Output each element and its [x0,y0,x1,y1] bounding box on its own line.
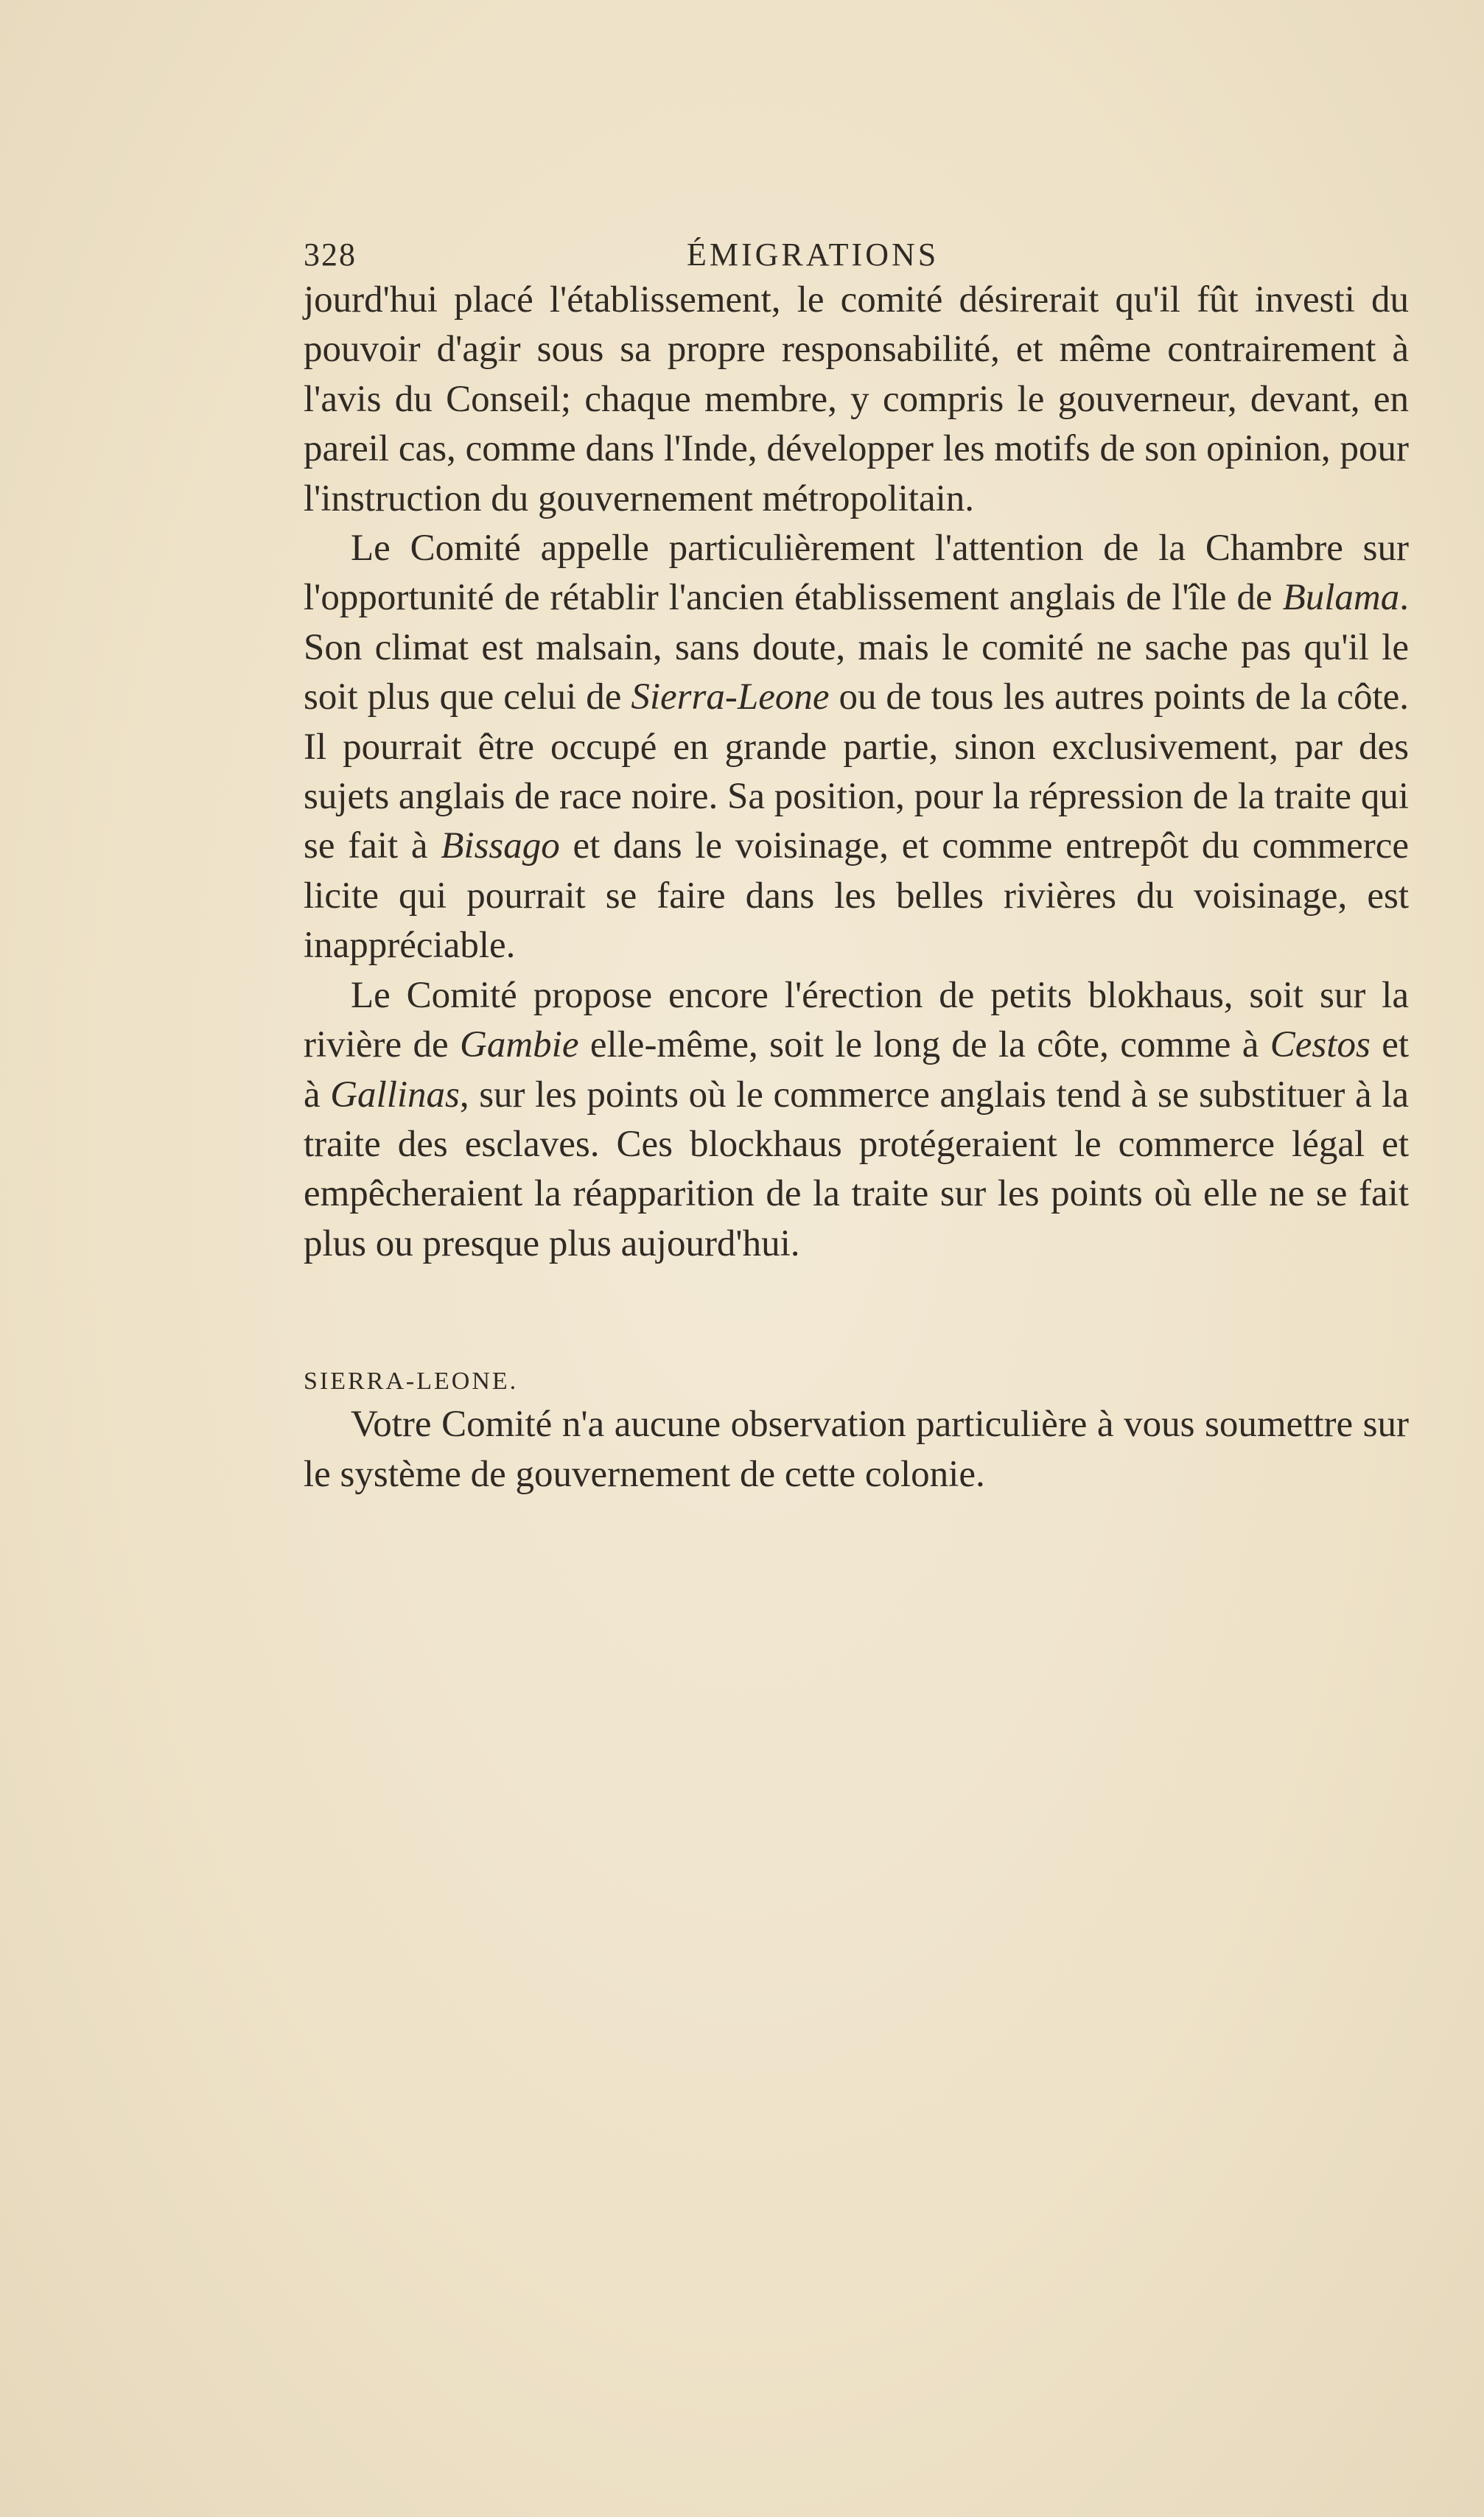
text-run: ou de tous les autres points de la côte. Il pourrait être occupé en grande partie, sinon exclusivement, par des sujets anglais de race noire. Sa position, pour la répression de la traite qui se fait à [304,676,1409,867]
text-run: Le Comité appelle particulièrement l'attention de la Chambre sur l'opportunité de rétablir l'ancien établissement anglais de l'île de [304,528,1409,619]
text-run: jourd'hui placé l'établissement, le comité désirerait qu'il fût investi du pouvoir d'agir sous sa propre responsabilité, et même contrairement à l'avis du Conseil; chaque membre, y compris le gouverneur, devant, en pareil cas, comme dans l'Inde, développer les motifs de son opinion, pour l'instruction du gouvernement métropolitain. [304,279,1409,519]
paragraph-bulama [304,524,1409,971]
italic-place-name: Bissago [441,825,560,867]
text-run: elle-même, soit le long de la côte, comme à [578,1024,1270,1066]
italic-place-name: Gallinas [330,1074,460,1116]
paragraph-blockhaus [304,971,1409,1269]
italic-place-name: Sierra-Leone [631,676,830,718]
section-title: SIERRA-LEONE. [304,1368,519,1396]
running-head [304,234,1409,276]
italic-place-name: Gambie [459,1024,579,1066]
text-run: , sur les points où le commerce anglais tend à se substituer à la traite des esclaves. Ces blockhaus protégeraient le commerce légal et empêcheraient la réapparition de la traite sur les points où elle ne se fait plus ou presque plus aujourd'hui. [304,1074,1409,1264]
page-content [304,234,1409,1499]
text-run: Le Comité propose encore l'érection de petits blokhaus, soit sur la rivière de [304,974,1409,1066]
running-title: ÉMIGRATIONS [687,237,939,273]
text-run: . Son climat est malsain, sans doute, mais le comité ne sache pas qu'il le soit plus que celui de [304,577,1409,718]
italic-place-name: Cestos [1270,1024,1371,1066]
paragraph-continuation [304,276,1409,524]
body-text [304,276,1409,1499]
page-number: 328 [304,237,357,273]
text-run: et à [304,1024,1410,1116]
text-run: et dans le voisinage, et comme entrepôt du commerce licite qui pourrait se faire dans les belles rivières du voisinage, est inappréciable. [304,825,1410,967]
italic-place-name: Bulama [1282,577,1400,619]
section-paragraph: Votre Comité n'a aucune observation particulière à vous soumettre sur le système de gouvernement de cette colonie. [304,1404,1409,1495]
